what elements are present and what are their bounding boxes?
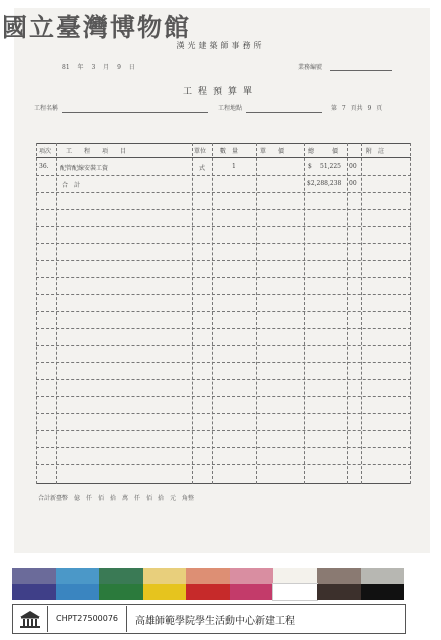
header-unit-price: 單 價 [260, 148, 285, 155]
swatch [186, 584, 230, 600]
swatch [186, 568, 230, 584]
header-item: 工 程 項 目 [66, 148, 127, 155]
swatch [230, 584, 274, 600]
museum-watermark: 國立臺灣博物館 [2, 13, 192, 42]
row1-total-currency: $ [308, 163, 312, 170]
row2-total: $2,288,238 [307, 180, 342, 187]
swatch [273, 584, 317, 600]
project-site-line [246, 112, 322, 113]
swatch [12, 568, 56, 584]
row1-unit: 式 [199, 165, 206, 172]
project-name-label: 工程名稱 [34, 105, 59, 112]
swatch [273, 568, 317, 584]
amount-in-words: 合計新臺幣 億 仟 佰 拾 萬 仟 佰 拾 元 角整 [38, 495, 195, 502]
swatch [317, 568, 361, 584]
page-info: 第 7 頁共 9 頁 [331, 105, 383, 112]
form-title: 工程預算單 [182, 87, 258, 97]
catalog-title: 高雄師範學院學生活動中心新建工程 [135, 615, 295, 627]
row1-quantity: 1 [232, 163, 236, 170]
project-site-label: 工程地點 [218, 105, 243, 112]
row1-item-no: 36. [39, 163, 49, 170]
form-date: 81 年 3 月 9 日 [62, 64, 135, 71]
swatch [361, 568, 405, 584]
header-remark: 附 註 [366, 148, 385, 155]
catalog-id: CHPT27500076 [48, 606, 127, 632]
serial-number-line [330, 70, 392, 71]
museum-logo-icon [13, 606, 48, 632]
row1-item: 配管配線安裝工資 [60, 165, 109, 172]
swatch [56, 584, 100, 600]
swatch [99, 584, 143, 600]
row1-total-cents: 00 [349, 163, 357, 170]
swatch [361, 584, 405, 600]
swatch [317, 584, 361, 600]
row2-item: 合 計 [62, 182, 81, 189]
swatch [99, 568, 143, 584]
header-quantity: 數 量 [220, 148, 239, 155]
swatch [143, 568, 187, 584]
project-name-line [62, 112, 208, 113]
firm-name: 漢光建築師事務所 [176, 41, 265, 50]
swatch [143, 584, 187, 600]
color-calibration-bar [12, 568, 404, 600]
swatch [56, 568, 100, 584]
header-total: 總 價 [308, 148, 339, 155]
budget-table [36, 143, 411, 483]
catalog-label [12, 604, 406, 634]
row1-total: 51,225 [320, 163, 341, 170]
row2-total-cents: 00 [349, 180, 357, 187]
serial-number-label: 業務編號 [298, 64, 323, 71]
header-unit: 單位 [194, 148, 207, 155]
header-item-no: 項次 [39, 148, 52, 155]
swatch [12, 584, 56, 600]
swatch [230, 568, 274, 584]
